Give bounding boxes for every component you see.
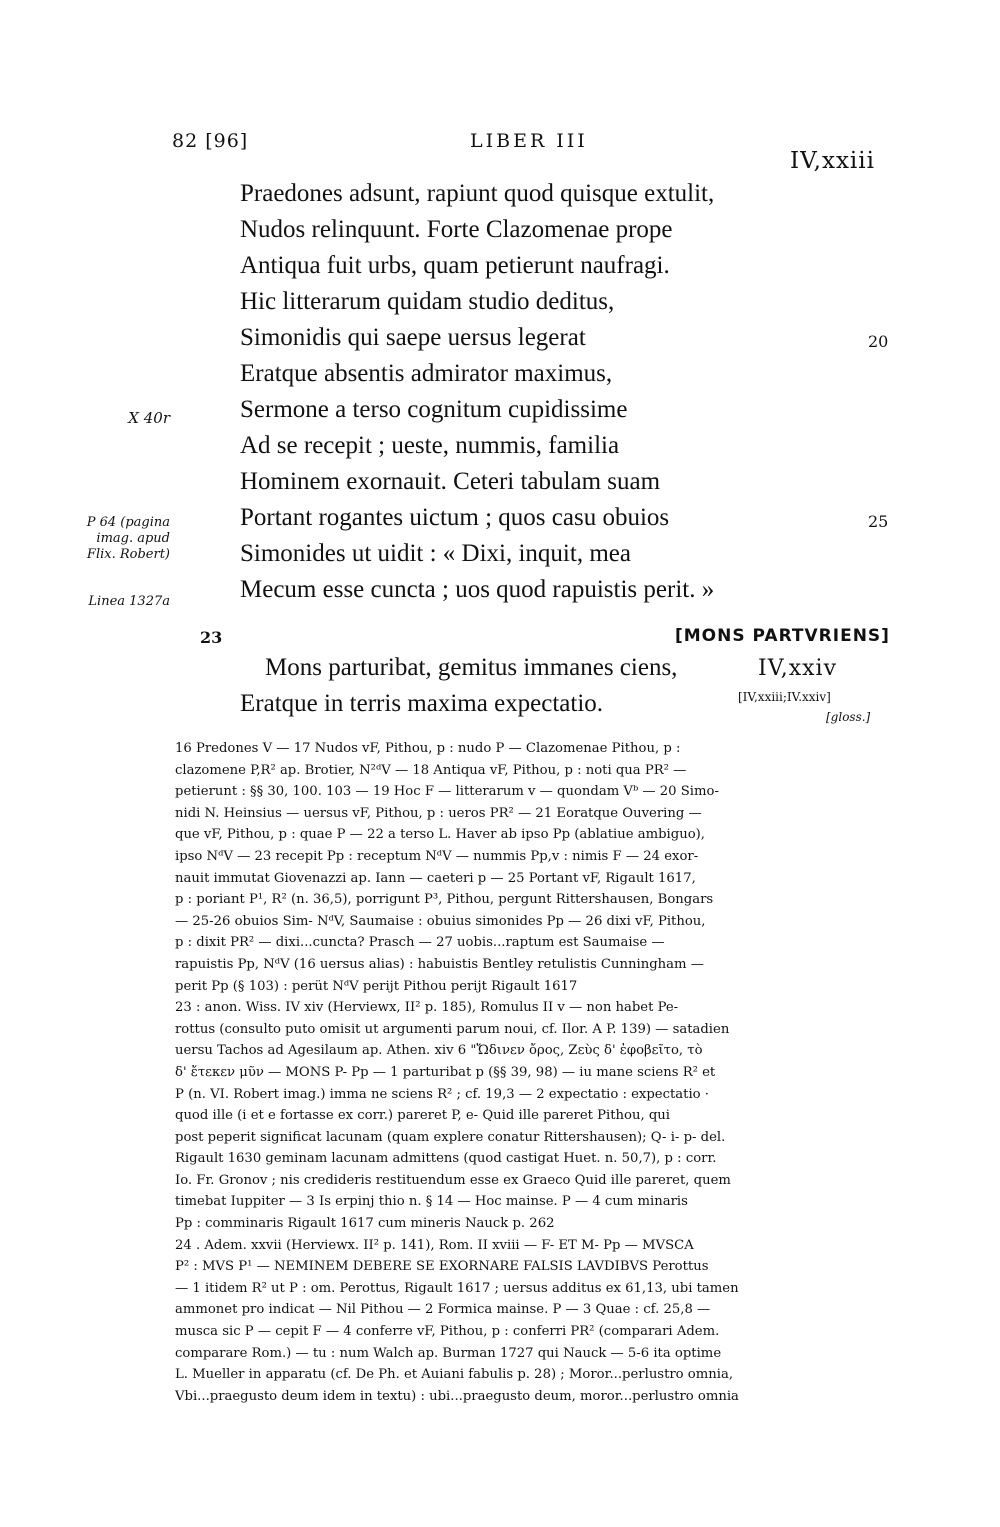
apparatus-line: musca sic P — cepit F — 4 conferre vF, Pithou, p : conferri PR² (comparari Adem. <box>175 1324 720 1340</box>
apparatus-line: Pp : comminaris Rigault 1617 cum mineris Nauck p. 262 <box>175 1216 555 1232</box>
verse-line: Eratque absentis admirator maximus, <box>240 360 613 387</box>
apparatus-line: rottus (consulto puto omisit ut argumenti parum noui, cf. Ilor. A P. 139) — satadien <box>175 1021 730 1037</box>
verse-line: Sermone a terso cognitum cupidissime <box>240 396 628 423</box>
apparatus-line: — 25-26 obuios Sim- NᵈV, Saumaise : obuius simonides Pp — 26 dixi vF, Pithou, <box>175 913 706 929</box>
margin-note-p64 <box>40 515 170 563</box>
verse-line: Hominem exornauit. Ceteri tabulam suam <box>240 468 661 495</box>
fable-number: 23 <box>200 628 223 647</box>
apparatus-line: clazomene P,R² ap. Brotier, N²ᵈV — 18 Antiqua vF, Pithou, p : noti qua PR² — <box>175 762 687 778</box>
apparatus-line: timebat Iuppiter — 3 Is erpinj thio n. § 14 — Hoc mainse. P — 4 cum minaris <box>175 1194 688 1210</box>
margin-note-line: P 64 (pagina <box>86 515 170 530</box>
apparatus-line: perit Pp (§ 103) : perüt NᵈV perijt Pithou perijt Rigault 1617 <box>175 978 578 994</box>
apparatus-line: petierunt : §§ 30, 100. 103 — 19 Hoc F — litterarum v — quondam Vᵇ — 20 Simo- <box>175 784 719 800</box>
apparatus-line: 16 Predones V — 17 Nudos vF, Pithou, p : nudo P — Clazomenae Pithou, p : <box>175 741 681 756</box>
verse-line: Portant rogantes uictum ; quos casu obuios <box>240 504 670 531</box>
apparatus-line: comparare Rom.) — tu : num Walch ap. Burman 1727 qui Nauck — 5-6 ita optime <box>175 1345 722 1361</box>
verse-line: Praedones adsunt, rapiunt quod quisque extulit, <box>240 180 715 207</box>
apparatus-line: 24 . Adem. xxvii (Herviewx. II² p. 141), Rom. II xviii — F- ET M- Pp — MVSCA <box>175 1237 694 1253</box>
verse-line: Simonides ut uidit : « Dixi, inquit, mea <box>240 540 631 567</box>
verse-line: Ad se recepit ; ueste, nummis, familia <box>240 432 620 459</box>
apparatus-line: Vbi...praegusto deum idem in textu) : ubi...praegusto deum, moror...perlustro omnia <box>175 1388 739 1404</box>
apparatus-line: rapuistis Pp, NᵈV (16 uersus alias) : habuistis Bentley retulistis Cunningham — <box>175 956 704 972</box>
apparatus-line: nauit immutat Giovenazzi ap. Iann — caeteri p — 25 Portant vF, Rigault 1617, <box>175 870 696 886</box>
fable-title: [MONS PARTVRIENS] <box>675 626 890 646</box>
apparatus-line: p : poriant P¹, R² (n. 36,5), porrigunt P³, Pithou, pergunt Rittershausen, Bongars <box>175 892 714 908</box>
verse-line: Mons parturibat, gemitus immanes ciens, <box>265 654 678 681</box>
apparatus-line: L. Mueller in apparatu (cf. De Ph. et Auiani fabulis p. 28) ; Moror...perlustro omnia, <box>175 1367 734 1383</box>
margin-note-line: imag. apud <box>96 531 170 546</box>
line-number: 25 <box>868 512 889 531</box>
gloss-reference: [IV,xxiii;IV.xxiv] <box>738 690 831 704</box>
verse-line: Nudos relinquunt. Forte Clazomenae prope <box>240 216 673 243</box>
apparatus-line: p : dixit PR² — dixi...cuncta? Prasch — 27 uobis...raptum est Saumaise — <box>175 935 665 951</box>
apparatus-line: P² : MVS P¹ — NEMINEM DEBERE SE EXORNARE FALSIS LAVDIBVS Perottus <box>175 1259 709 1275</box>
apparatus-line: Rigault 1630 geminam lacunam admittens (quod castigat Huet. n. 50,7), p : corr. <box>175 1151 717 1167</box>
line-number: 20 <box>868 332 889 351</box>
verse-line: Antiqua fuit urbs, quam petierunt naufragi. <box>240 252 670 279</box>
apparatus-line: 23 : anon. Wiss. IV xiv (Herviewx, II² p. 185), Romulus II v — non habet Pe- <box>175 1000 679 1016</box>
apparatus-line: uersu Tachos ad Agesilaum ap. Athen. xiv 6 "Ὤδινεν ὄρος, Ζεὺς δ' ἐφοβεῖτο, τὸ <box>175 1043 703 1059</box>
apparatus-line: nidi N. Heinsius — uersus vF, Pithou, p : ueros PR² — 21 Eoratque Ouvering — <box>175 805 702 821</box>
apparatus-line: que vF, Pithou, p : quae P — 22 a terso L. Haver ab ipso Pp (ablatiue ambiguo), <box>175 827 705 843</box>
fable-reference: IV,xxiii <box>790 148 875 174</box>
verse-line: Eratque in terris maxima expectatio. <box>240 690 604 717</box>
apparatus-line: — 1 itidem R² ut P : om. Perottus, Rigault 1617 ; uersus additus ex 61,13, ubi tamen <box>175 1280 739 1296</box>
apparatus-line: ammonet pro indicat — Nil Pithou — 2 Formica mainse. P — 3 Quae : cf. 25,8 — <box>175 1302 711 1318</box>
page-number: 82 [96] <box>172 130 249 152</box>
verse-line: Mecum esse cuncta ; uos quod rapuistis perit. » <box>240 576 715 603</box>
verse-line: Hic litterarum quidam studio deditus, <box>240 288 615 315</box>
verse-line: Simonidis qui saepe uersus legerat <box>240 324 586 351</box>
gloss-label: [gloss.] <box>826 710 871 724</box>
fable-reference: IV,xxiv <box>758 656 838 681</box>
critical-apparatus <box>175 738 897 1407</box>
margin-note-x40: X 40r <box>128 409 170 427</box>
margin-note-line: Flix. Robert) <box>86 547 170 562</box>
apparatus-line: Io. Fr. Gronov ; nis credideris restituendum esse ex Graeco Quid ille pareret, quem <box>175 1172 731 1188</box>
running-title: LIBER III <box>470 130 588 152</box>
apparatus-line: quod ille (i et e fortasse ex corr.) pareret P, e- Quid ille pareret Pithou, qui <box>175 1108 670 1124</box>
apparatus-line: P (n. VI. Robert imag.) imma ne sciens R² ; cf. 19,3 — 2 expectatio : expectatio · <box>175 1086 710 1102</box>
apparatus-line: δ' ἔτεκεν μῦν — MONS P- Pp — 1 parturibat p (§§ 39, 98) — iu mane sciens R² et <box>175 1064 716 1080</box>
margin-note-linea: Linea 1327a <box>88 594 170 609</box>
apparatus-line: post peperit significat lacunam (quam explere conatur Rittershausen); Q- i- p- del. <box>175 1129 726 1145</box>
apparatus-line: ipso NᵈV — 23 recepit Pp : receptum NᵈV — nummis Pp,v : nimis F — 24 exor- <box>175 848 699 864</box>
